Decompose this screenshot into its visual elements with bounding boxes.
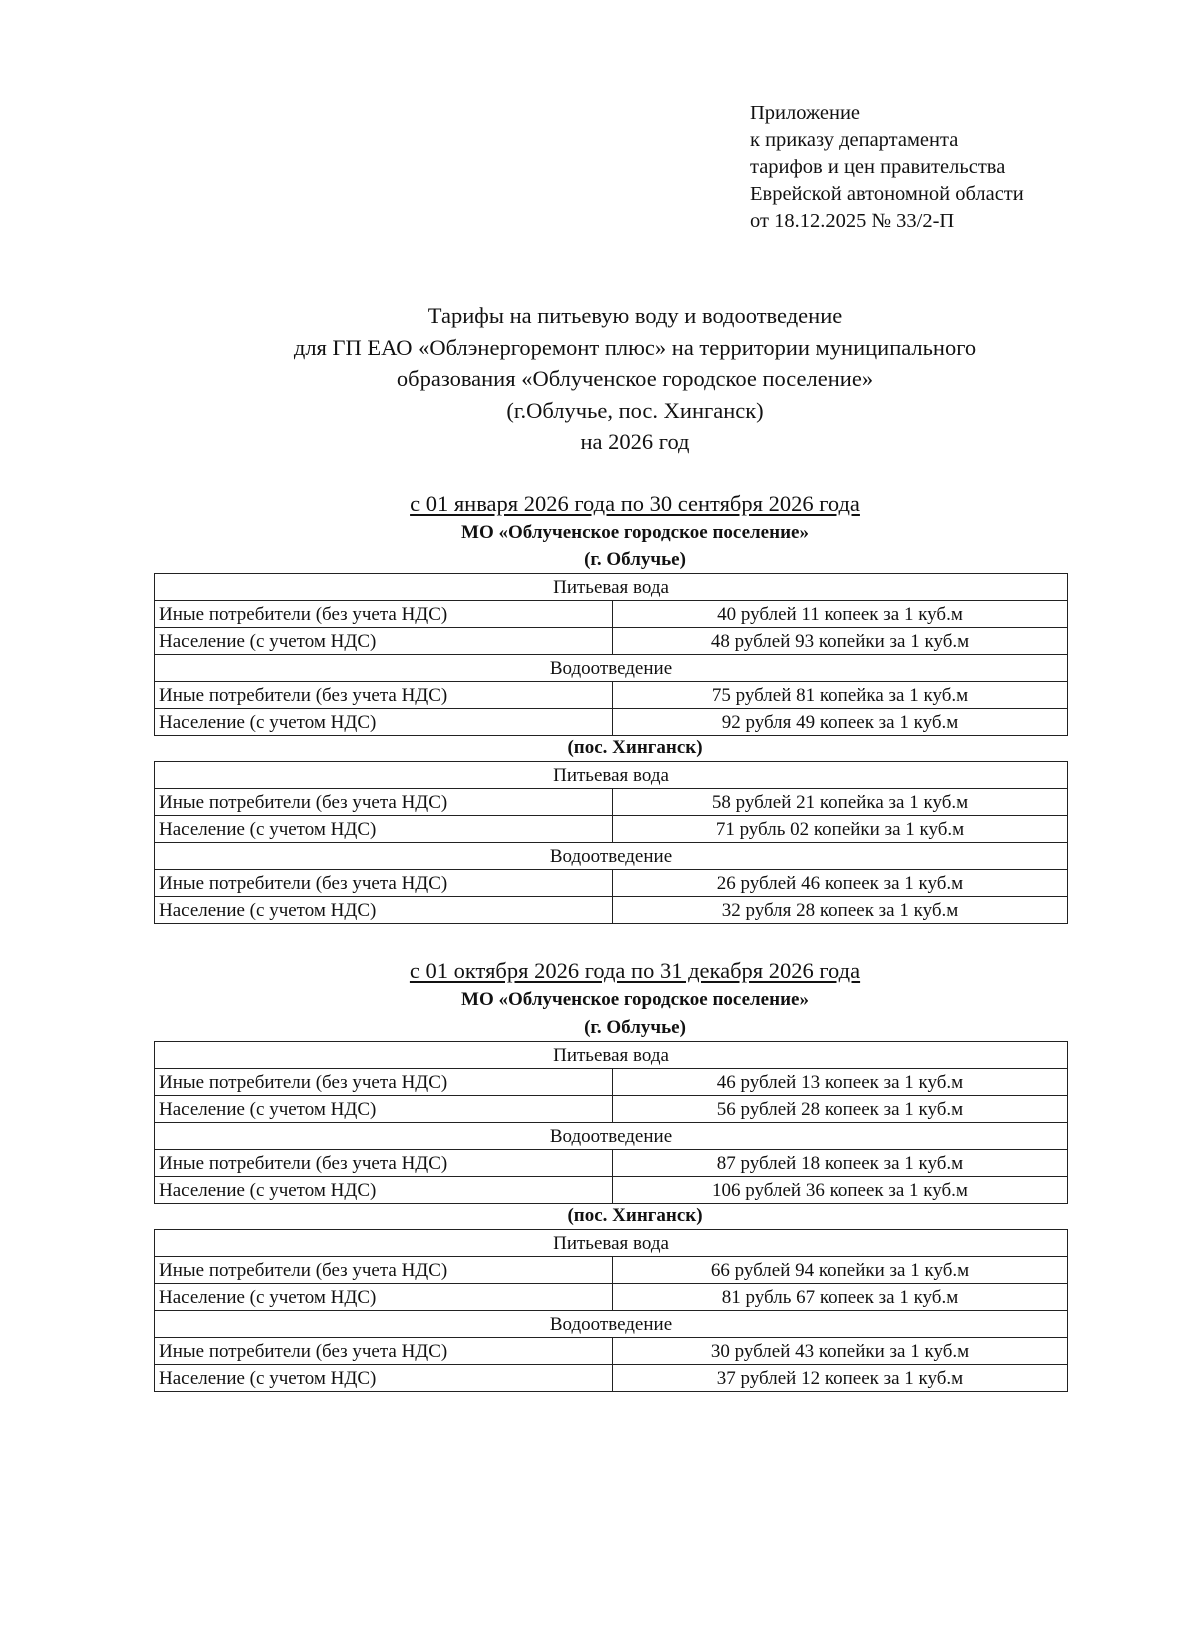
consumer-cell: Население (с учетом НДС) xyxy=(155,628,613,655)
table-row xyxy=(155,1096,1068,1123)
water-category-header: Питьевая вода xyxy=(155,574,1068,601)
title-line: для ГП ЕАО «Облэнергоремонт плюс» на территории муниципального xyxy=(293,334,977,360)
period-2-mo-name: МО «Облученское городское поселение» xyxy=(461,989,809,1010)
period-1-oblучye-tariff-table xyxy=(154,573,1068,736)
title-line: (г.Облучье, пос. Хинганск) xyxy=(506,397,764,423)
table-row xyxy=(155,816,1068,843)
table-row xyxy=(155,601,1068,628)
table-row xyxy=(155,1123,1068,1150)
consumer-cell: Иные потребители (без учета НДС) xyxy=(155,1150,613,1177)
table-row xyxy=(155,682,1068,709)
tariff-cell: 75 рублей 81 копейка за 1 куб.м xyxy=(613,682,1068,709)
water-category-header: Питьевая вода xyxy=(155,1230,1068,1257)
table-row xyxy=(155,628,1068,655)
table-row xyxy=(155,709,1068,736)
table-row xyxy=(155,574,1068,601)
period-2-heading: с 01 октября 2026 года по 31 декабря 2026 года xyxy=(409,958,861,983)
table-row xyxy=(155,1042,1068,1069)
water-category-header: Питьевая вода xyxy=(155,1042,1068,1069)
tariff-cell: 106 рублей 36 копеек за 1 куб.м xyxy=(613,1177,1068,1204)
consumer-cell: Население (с учетом НДС) xyxy=(155,1096,613,1123)
sewer-category-header: Водоотведение xyxy=(155,655,1068,682)
tariff-cell: 71 рубль 02 копейки за 1 куб.м xyxy=(613,816,1068,843)
tariff-cell: 56 рублей 28 копеек за 1 куб.м xyxy=(613,1096,1068,1123)
tariff-cell: 58 рублей 21 копейка за 1 куб.м xyxy=(613,789,1068,816)
period-1-settlement-1-name: (г. Облучье) xyxy=(584,549,686,570)
consumer-cell: Население (с учетом НДС) xyxy=(155,897,613,924)
tariff-cell: 30 рублей 43 копейки за 1 куб.м xyxy=(613,1338,1068,1365)
table-row xyxy=(155,1150,1068,1177)
tariff-cell: 26 рублей 46 копеек за 1 куб.м xyxy=(613,870,1068,897)
tariff-cell: 66 рублей 94 копейки за 1 куб.м xyxy=(613,1257,1068,1284)
table-row xyxy=(155,789,1068,816)
sewer-category-header: Водоотведение xyxy=(155,843,1068,870)
period-2-settlement-2-name: (пос. Хинганск) xyxy=(567,1205,703,1226)
period-2-settlement-1-name: (г. Облучье) xyxy=(584,1017,686,1038)
table-row xyxy=(155,1257,1068,1284)
tariff-cell: 40 рублей 11 копеек за 1 куб.м xyxy=(613,601,1068,628)
tariff-cell: 81 рубль 67 копеек за 1 куб.м xyxy=(613,1284,1068,1311)
tariff-cell: 48 рублей 93 копейки за 1 куб.м xyxy=(613,628,1068,655)
table-row xyxy=(155,870,1068,897)
appendix-line: тарифов и цен правительства xyxy=(750,156,1006,178)
consumer-cell: Население (с учетом НДС) xyxy=(155,1365,613,1392)
table-row xyxy=(155,897,1068,924)
tariff-cell: 46 рублей 13 копеек за 1 куб.м xyxy=(613,1069,1068,1096)
consumer-cell: Иные потребители (без учета НДС) xyxy=(155,1338,613,1365)
title-line: на 2026 год xyxy=(580,429,690,454)
tariff-cell: 32 рубля 28 копеек за 1 куб.м xyxy=(613,897,1068,924)
tariff-cell: 92 рубля 49 копеек за 1 куб.м xyxy=(613,709,1068,736)
title-line: образования «Облученское городское поселение» xyxy=(396,366,874,391)
period-2-obluchye-tariff-table xyxy=(154,1041,1068,1204)
consumer-cell: Иные потребители (без учета НДС) xyxy=(155,789,613,816)
period-2-khingansk-tariff-table xyxy=(154,1229,1068,1392)
appendix-line: к приказу департамента xyxy=(750,129,959,151)
table-row xyxy=(155,1338,1068,1365)
consumer-cell: Население (с учетом НДС) xyxy=(155,1284,613,1311)
title-line: Тарифы на питьевую воду и водоотведение xyxy=(427,303,843,328)
table-row xyxy=(155,1069,1068,1096)
table-row xyxy=(155,762,1068,789)
period-1-mo-name: МО «Облученское городское поселение» xyxy=(461,522,809,543)
consumer-cell: Иные потребители (без учета НДС) xyxy=(155,1069,613,1096)
sewer-category-header: Водоотведение xyxy=(155,1123,1068,1150)
consumer-cell: Население (с учетом НДС) xyxy=(155,816,613,843)
document-title xyxy=(150,300,1120,458)
appendix-block xyxy=(750,100,1024,235)
consumer-cell: Население (с учетом НДС) xyxy=(155,1177,613,1204)
table-row xyxy=(155,655,1068,682)
water-category-header: Питьевая вода xyxy=(155,762,1068,789)
table-row xyxy=(155,1177,1068,1204)
period-1-heading: с 01 января 2026 года по 30 сентября 2026 года xyxy=(410,491,860,516)
table-row xyxy=(155,843,1068,870)
tariff-cell: 37 рублей 12 копеек за 1 куб.м xyxy=(613,1365,1068,1392)
tariff-cell: 87 рублей 18 копеек за 1 куб.м xyxy=(613,1150,1068,1177)
table-row xyxy=(155,1311,1068,1338)
consumer-cell: Иные потребители (без учета НДС) xyxy=(155,682,613,709)
consumer-cell: Иные потребители (без учета НДС) xyxy=(155,1257,613,1284)
period-1-khingansk-tariff-table xyxy=(154,761,1068,924)
table-row xyxy=(155,1365,1068,1392)
table-row xyxy=(155,1230,1068,1257)
consumer-cell: Иные потребители (без учета НДС) xyxy=(155,601,613,628)
table-row xyxy=(155,1284,1068,1311)
consumer-cell: Иные потребители (без учета НДС) xyxy=(155,870,613,897)
appendix-line: от 18.12.2025 № 33/2-П xyxy=(750,210,955,232)
period-1-settlement-2-name: (пос. Хинганск) xyxy=(567,737,703,758)
appendix-line: Приложение xyxy=(750,102,861,124)
sewer-category-header: Водоотведение xyxy=(155,1311,1068,1338)
consumer-cell: Население (с учетом НДС) xyxy=(155,709,613,736)
appendix-line: Еврейской автономной области xyxy=(750,183,1024,205)
